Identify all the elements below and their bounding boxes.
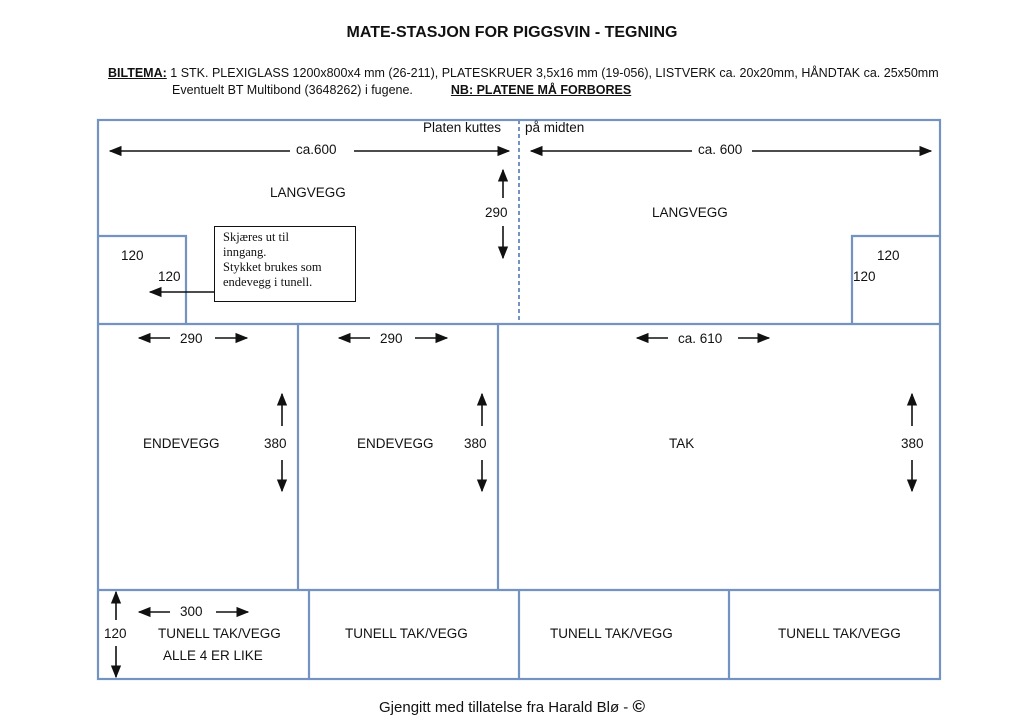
endevegg-1-width: 290 bbox=[180, 331, 203, 346]
cut-note-left: Platen kuttes bbox=[423, 120, 502, 135]
note-line: Stykket brukes som bbox=[223, 260, 322, 274]
tunell-3-label: TUNELL TAK/VEGG bbox=[550, 626, 673, 641]
tak-width: ca. 610 bbox=[678, 331, 723, 346]
materials-text-2: Eventuelt BT Multibond (3648262) i fugene. bbox=[172, 83, 413, 97]
materials-text-1: 1 STK. PLEXIGLASS 1200x800x4 mm (26-211), PLATESKRUER 3,5x16 mm (19-056), LISTVERK ca. 20x20mm, HÅNDTAK ca. 25x50mm bbox=[166, 66, 939, 80]
cut-instruction-note bbox=[214, 226, 356, 302]
endevegg-1-label: ENDEVEGG bbox=[143, 436, 220, 451]
note-line: endevegg i tunell. bbox=[223, 275, 313, 289]
footer-credit bbox=[0, 697, 1024, 717]
tunell-2-label: TUNELL TAK/VEGG bbox=[345, 626, 468, 641]
notch-right-b: 120 bbox=[853, 269, 876, 284]
tunell-1-sublabel: ALLE 4 ER LIKE bbox=[163, 648, 263, 663]
footer-text: Gjengitt med tillatelse fra Harald Blø - bbox=[379, 699, 633, 716]
endevegg-2-width: 290 bbox=[380, 331, 403, 346]
langvegg-right-label: LANGVEGG bbox=[652, 205, 728, 220]
brand-label: BILTEMA: bbox=[108, 66, 167, 80]
langvegg-height: 290 bbox=[485, 205, 508, 220]
tunell-height: 120 bbox=[104, 626, 127, 641]
endevegg-2-height: 380 bbox=[464, 436, 487, 451]
note-line: Skjæres ut til bbox=[223, 230, 289, 244]
langvegg-left-width: ca.600 bbox=[296, 142, 337, 157]
tak-label: TAK bbox=[669, 436, 695, 451]
tunell-width: 300 bbox=[180, 604, 203, 619]
tunell-1-label: TUNELL TAK/VEGG bbox=[158, 626, 281, 641]
page-title: MATE-STASJON FOR PIGGSVIN - TEGNING bbox=[346, 24, 678, 41]
tunell-4-label: TUNELL TAK/VEGG bbox=[778, 626, 901, 641]
notch-left-a: 120 bbox=[121, 248, 144, 263]
tak-height: 380 bbox=[901, 436, 924, 451]
langvegg-left-label: LANGVEGG bbox=[270, 185, 346, 200]
note-line: inngang. bbox=[223, 245, 267, 259]
endevegg-1-height: 380 bbox=[264, 436, 287, 451]
cut-note-right: på midten bbox=[525, 120, 585, 135]
endevegg-2-label: ENDEVEGG bbox=[357, 436, 434, 451]
notch-right-a: 120 bbox=[877, 248, 900, 263]
notch-left-b: 120 bbox=[158, 269, 181, 284]
copyright-icon: © bbox=[632, 697, 645, 716]
langvegg-right-width: ca. 600 bbox=[698, 142, 743, 157]
warning-label: NB: PLATENE MÅ FORBORES bbox=[450, 83, 632, 97]
